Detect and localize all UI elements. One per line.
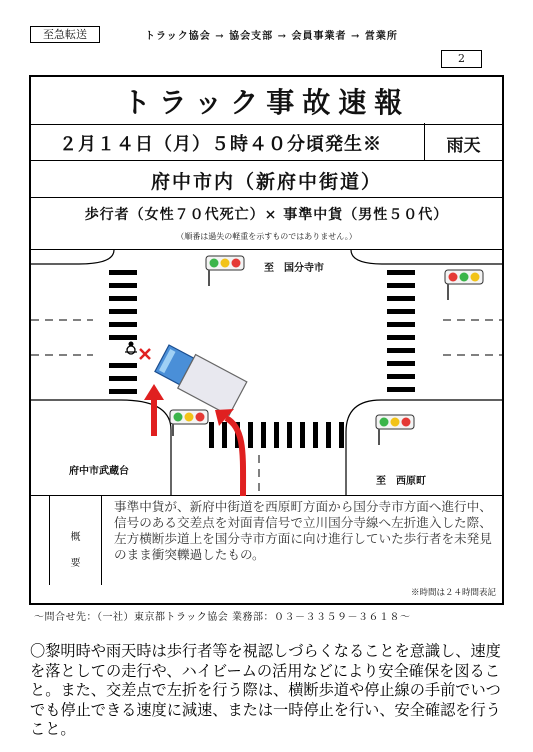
safety-advice: 〇黎明時や雨天時は歩行者等を視認しづらくなることを意識し、速度を落としての走行や、ハイビームの活用などにより安全確保を図ること。また、交差点で左折を行う際は、横断歩道や停止線の手前でいつでも停止できる速度に減速、または一時停止を行い、安全確認を行うこと。 xyxy=(30,642,501,738)
direction-label-south: 至 西原町 xyxy=(376,476,426,487)
pedestrian-icon xyxy=(125,342,137,355)
page-number: 2 xyxy=(441,50,482,68)
occurrence-datetime: ２月１４日（月）５時４０分頃発生※ xyxy=(59,134,382,155)
pedestrian-path-arrow xyxy=(144,384,164,436)
time-note: ※時間は２４時間表記 xyxy=(410,588,496,598)
lane-dashes xyxy=(31,320,502,355)
crosswalk-west xyxy=(109,270,137,394)
summary-label-bottom: 要 xyxy=(70,558,81,569)
urgent-forward-badge: 至急転送 xyxy=(30,26,100,43)
location-row xyxy=(29,160,504,198)
crosswalk-east xyxy=(387,270,415,392)
distribution-route: トラック協会 → 協会支部 → 会員事業者 → 営業所 xyxy=(145,31,398,42)
summary-label-top: 概 xyxy=(70,532,81,543)
title-row xyxy=(29,75,504,125)
impact-mark-icon xyxy=(140,349,150,359)
parties-note: （順番は過失の軽重を示すものではありません。） xyxy=(176,232,357,241)
weather-cell xyxy=(424,123,502,160)
direction-label-north: 至 国分寺市 xyxy=(264,263,324,274)
crosswalk-south xyxy=(209,422,344,448)
parties-involved: 歩行者（女性７０代死亡）× 事準中貨（男性５０代） xyxy=(84,207,449,223)
traffic-light-icon xyxy=(445,270,483,300)
accident-diagram xyxy=(31,250,502,496)
summary-text: 事準中貨が、新府中街道を西原町方面から国分寺市方面へ進行中、信号のある交差点を対面青信号で立川国分寺線へ左折進入した際、左方横断歩道上を国分寺市方面に向け進行していた歩行者を未発見のまま衝突轢過したもの。 xyxy=(114,499,492,562)
road-edges xyxy=(31,250,502,496)
summary-row xyxy=(29,496,504,603)
direction-label-west: 府中市武蔵台 xyxy=(69,466,129,477)
traffic-light-icon xyxy=(170,410,208,436)
weather-value: 雨天 xyxy=(446,136,481,156)
traffic-light-icon xyxy=(376,415,414,445)
traffic-light-icon xyxy=(206,256,244,286)
date-row xyxy=(29,123,504,161)
parties-row xyxy=(29,198,504,250)
intersection-svg xyxy=(31,250,502,496)
contact-line: ～問合せ先：（一社）東京都トラック協会 業務部：０３－３３５９－３６１８～ xyxy=(34,612,411,623)
accident-location: 府中市内（新府中街道） xyxy=(150,171,382,193)
report-title: トラック事故速報 xyxy=(122,86,411,119)
truck-icon xyxy=(153,341,247,415)
summary-label xyxy=(49,496,102,585)
